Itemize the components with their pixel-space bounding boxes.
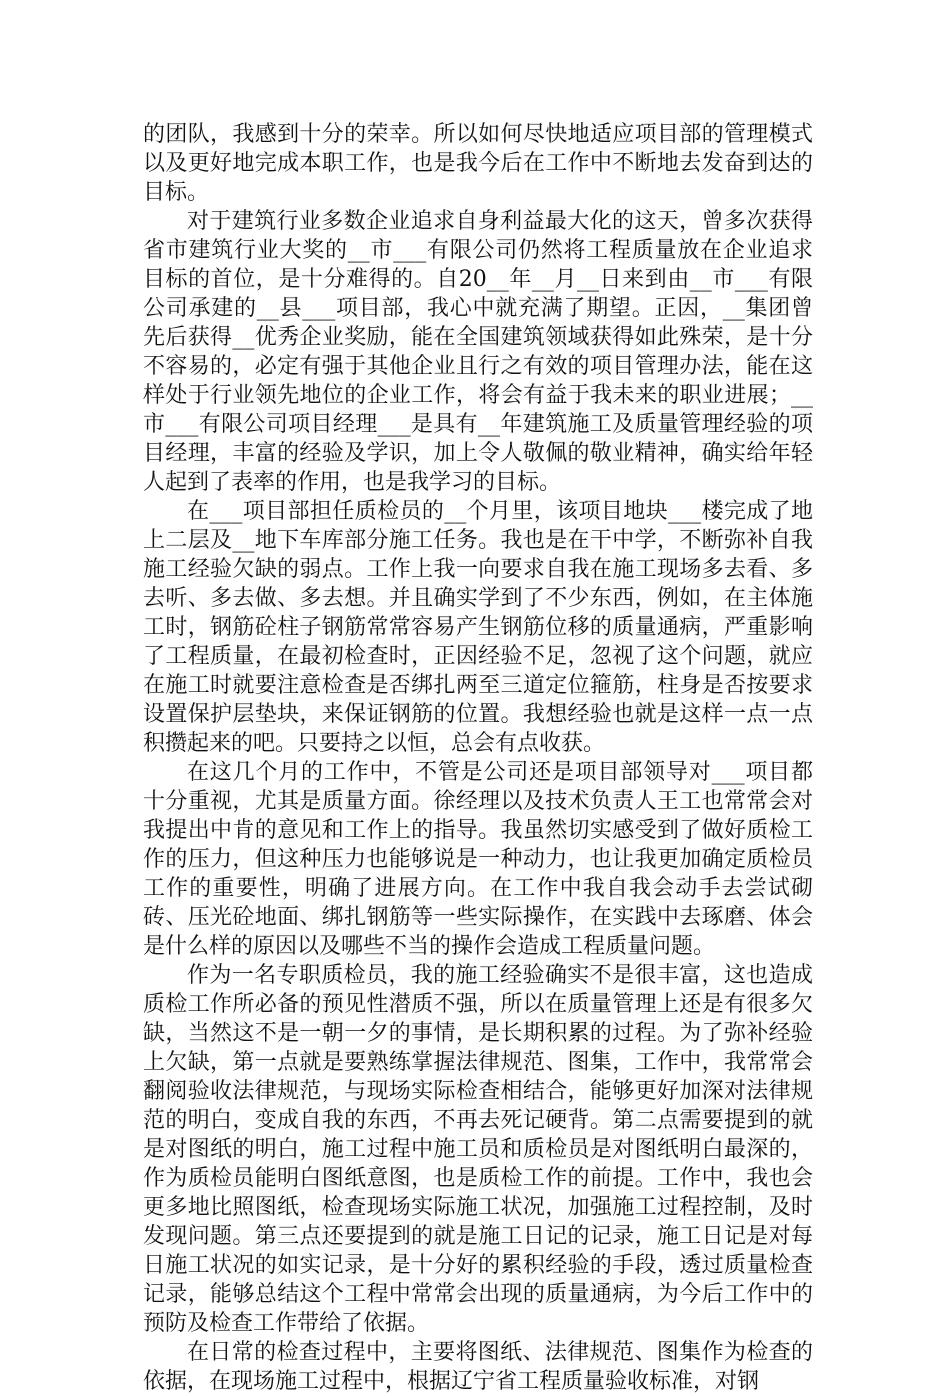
paragraph: 在日常的检查过程中，主要将图纸、法律规范、图集作为检查的依据，在现场施工过程中，根据辽宁省工程质量验收标准，对钢 xyxy=(143,1340,813,1394)
paragraph: 作为一名专职质检员，我的施工经验确实不是很丰富，这也造成质检工作所必备的预见性潜质不强，所以在质量管理上还是有很多欠缺，当然这不是一朝一夕的事情，是长期积累的过程。为了弥补经验上欠缺，第一点就是要熟练掌握法律规范、图集，工作中，我常常会翻阅验收法律规范，与现场实际检查相结合，能够更好加深对法律规范的明白，变成自我的东西，不再去死记硬背。第二点需要提到的就是对图纸的明白，施工过程中施工员和质检员是对图纸明白最深的，作为质检员能明白图纸意图，也是质检工作的前提。工作中，我也会更多地比照图纸，检查现场实际施工状况，加强施工过程控制，及时发现问题。第三点还要提到的就是施工日记的记录，施工日记是对每日施工状况的如实记录，是十分好的累积经验的手段，透过质量检查记录，能够总结这个工程中常常会出现的质量通病，为今后工作中的预防及检查工作带给了依据。 xyxy=(143,963,813,1336)
body-text xyxy=(143,120,813,1396)
paragraph: 对于建筑行业多数企业追求自身利益最大化的这天，曾多次获得省市建筑行业大奖的__市___有限公司仍然将工程质量放在企业追求目标的首位，是十分难得的。自20__年__月__日来到由__市___有限公司承建的__县___项目部，我心中就充满了期望。正因，__集团曾先后获得__优秀企业奖励，能在全国建筑领域获得如此殊荣，是十分不容易的，必定有强于其他企业且行之有效的项目管理办法，能在这样处于行业领先地位的企业工作，将会有益于我未来的职业进展；__市___有限公司项目经理___是具有__年建筑施工及质量管理经验的项目经理，丰富的经验及学识，加上令人敬佩的敬业精神，确实给年轻人起到了表率的作用，也是我学习的目标。 xyxy=(143,209,813,495)
paragraph: 在___项目部担任质检员的__个月里，该项目地块___楼完成了地上二层及__地下车库部分施工任务。我也是在干中学，不断弥补自我施工经验欠缺的弱点。工作上我一向要求自我在施工现场多去看、多去听、多去做、多去想。并且确实学到了不少东西，例如，在主体施工时，钢筋砼柱子钢筋常常容易产生钢筋位移的质量通病，严重影响了工程质量，在最初检查时，正因经验不足，忽视了这个问题，就应在施工时就要注意检查是否绑扎两至三道定位箍筋，柱身是否按要求设置保护层垫块，来保证钢筋的位置。我想经验也就是这样一点一点积攒起来的吧。只要持之以恒，总会有点收获。 xyxy=(143,499,813,756)
paragraph-continuation: 的团队，我感到十分的荣幸。所以如何尽快地适应项目部的管理模式以及更好地完成本职工作，也是我今后在工作中不断地去发奋到达的目标。 xyxy=(143,122,813,205)
paragraph: 在这几个月的工作中，不管是公司还是项目部领导对___项目都十分重视，尤其是质量方面。徐经理以及技术负责人王工也常常会对我提出中肯的意见和工作上的指导。我虽然切实感受到了做好质检工作的压力，但这种压力也能够说是一种动力，也让我更加确定质检员工作的重要性，明确了进展方向。在工作中我自我会动手去尝试砌砖、压光砼地面、绑扎钢筋等一些实际操作，在实践中去琢磨、体会是什么样的原因以及哪些不当的操作会造成工程质量问题。 xyxy=(143,760,813,959)
